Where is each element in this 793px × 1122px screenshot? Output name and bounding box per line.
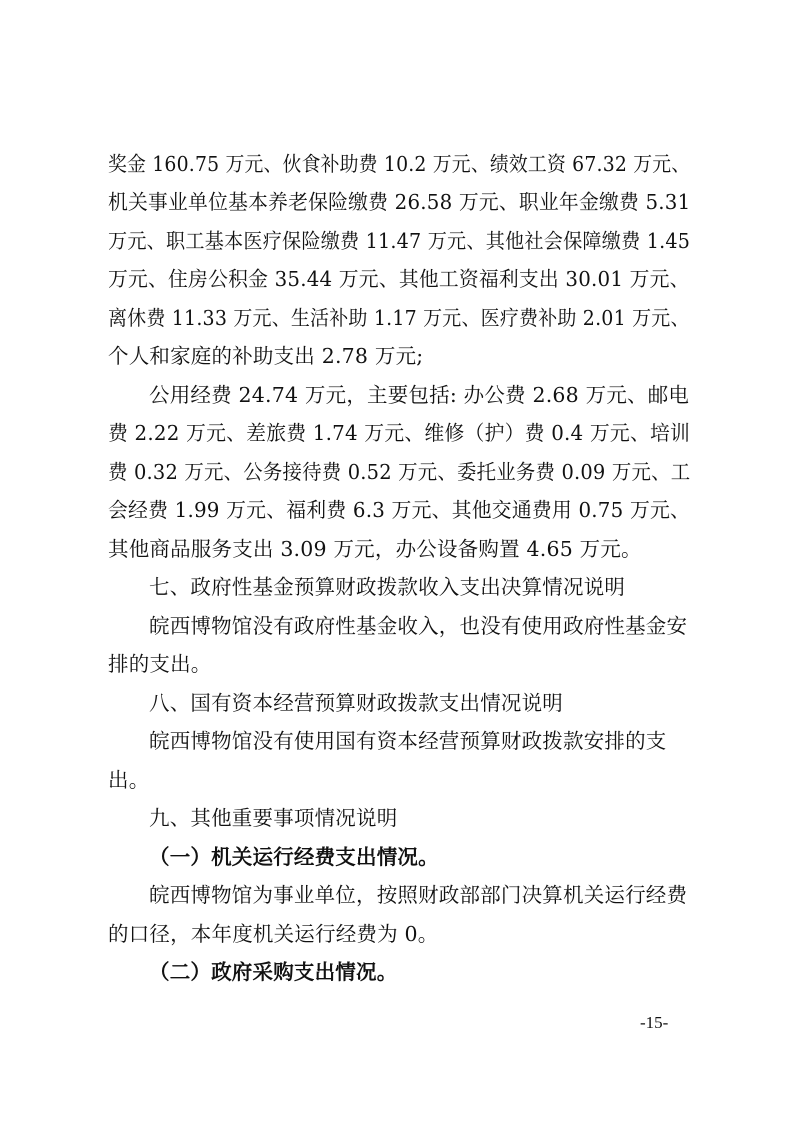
paragraph-first-line: 皖西博物馆没有使用国有资本经营预算财政拨款安排的支: [149, 729, 667, 753]
paragraph-first-line: 公用经费 24.74 万元，主要包括: 办公费 2.68 万元、邮电: [149, 383, 690, 407]
sub-section-heading: （二）政府采购支出情况。: [149, 960, 398, 984]
body-line: 离休费 11.33 万元、生活补助 1.17 万元、医疗费补助 2.01 万元、: [108, 306, 690, 330]
body-line: 万元、职工基本医疗保险缴费 11.47 万元、其他社会保障缴费 1.45: [108, 229, 691, 253]
page-number: -15-: [640, 1013, 669, 1032]
body-line: 万元、住房公积金 35.44 万元、其他工资福利支出 30.01 万元、: [108, 267, 690, 291]
body-line: 费 2.22 万元、差旅费 1.74 万元、维修（护）费 0.4 万元、培训: [108, 421, 691, 445]
section-heading: 七、政府性基金预算财政拨款收入支出决算情况说明: [149, 575, 626, 599]
body-line: 其他商品服务支出 3.09 万元，办公设备购置 4.65 万元。: [108, 537, 642, 561]
body-line: 出。: [108, 768, 150, 792]
body-line: 费 0.32 万元、公务接待费 0.52 万元、委托业务费 0.09 万元、工: [108, 460, 691, 484]
section-heading: 九、其他重要事项情况说明: [149, 806, 398, 830]
section-heading: 八、国有资本经营预算财政拨款支出情况说明: [149, 691, 563, 715]
sub-section-heading: （一）机关运行经费支出情况。: [149, 845, 439, 869]
body-line: 奖金 160.75 万元、伙食补助费 10.2 万元、绩效工资 67.32 万元、: [108, 152, 691, 176]
body-line: 会经费 1.99 万元、福利费 6.3 万元、其他交通费用 0.75 万元、: [108, 498, 691, 522]
body-line: 个人和家庭的补助支出 2.78 万元;: [108, 344, 424, 368]
body-line: 排的支出。: [108, 652, 212, 676]
body-line: 的口径，本年度机关运行经费为 0。: [108, 922, 439, 946]
paragraph-first-line: 皖西博物馆为事业单位，按照财政部部门决算机关运行经费: [149, 883, 688, 907]
paragraph-first-line: 皖西博物馆没有政府性基金收入，也没有使用政府性基金安: [149, 614, 688, 638]
body-line: 机关事业单位基本养老保险缴费 26.58 万元、职业年金缴费 5.31: [108, 190, 691, 214]
